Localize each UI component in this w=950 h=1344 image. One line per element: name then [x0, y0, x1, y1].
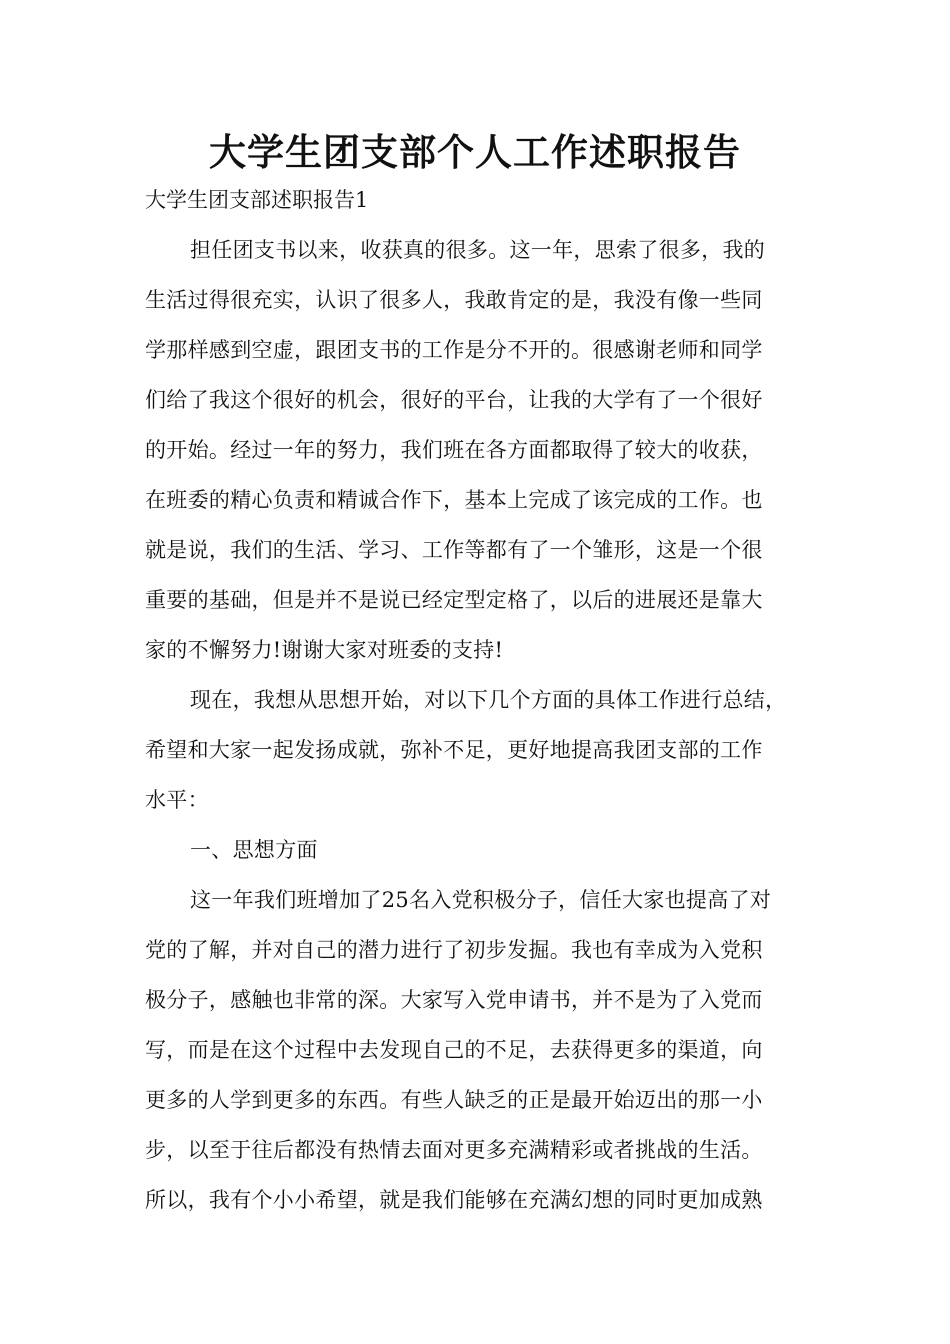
- paragraph-line: 这一年我们班增加了25名入党积极分子，信任大家也提高了对: [190, 888, 772, 912]
- paragraph-line: 生活过得很充实，认识了很多人，我敢肯定的是，我没有像一些同: [145, 288, 763, 312]
- section-heading: 一、思想方面: [190, 838, 318, 862]
- paragraph-line: 们给了我这个很好的机会，很好的平台，让我的大学有了一个很好: [145, 388, 763, 412]
- paragraph-line: 希望和大家一起发扬成就，弥补不足，更好地提高我团支部的工作: [145, 738, 763, 762]
- paragraph-line: 写，而是在这个过程中去发现自己的不足，去获得更多的渠道，向: [145, 1038, 763, 1062]
- paragraph-line: 步，以至于往后都没有热情去面对更多充满精彩或者挑战的生活。: [145, 1138, 763, 1162]
- paragraph-line: 重要的基础，但是并不是说已经定型定格了，以后的进展还是靠大: [145, 588, 763, 612]
- paragraph-line: 担任团支书以来，收获真的很多。这一年，思索了很多，我的: [190, 238, 766, 262]
- paragraph-line: 所以，我有个小小希望，就是我们能够在充满幻想的同时更加成熟: [145, 1188, 763, 1212]
- paragraph-line: 党的了解，并对自己的潜力进行了初步发掘。我也有幸成为入党积: [145, 938, 763, 962]
- document-subtitle: 大学生团支部述职报告1: [145, 188, 369, 212]
- paragraph-line: 极分子，感触也非常的深。大家写入党申请书，并不是为了入党而: [145, 988, 763, 1012]
- paragraph-line: 家的不懈努力!谢谢大家对班委的支持!: [145, 638, 504, 662]
- paragraph-line: 水平：: [145, 788, 209, 812]
- paragraph-line: 的开始。经过一年的努力，我们班在各方面都取得了较大的收获，: [145, 438, 763, 462]
- paragraph-line: 学那样感到空虚，跟团支书的工作是分不开的。很感谢老师和同学: [145, 338, 763, 362]
- paragraph-line: 就是说，我们的生活、学习、工作等都有了一个雏形，这是一个很: [145, 538, 763, 562]
- paragraph-line: 在班委的精心负责和精诚合作下，基本上完成了该完成的工作。也: [145, 488, 763, 512]
- paragraph-line: 现在，我想从思想开始，对以下几个方面的具体工作进行总结，: [190, 688, 787, 712]
- paragraph-line: 更多的人学到更多的东西。有些人缺乏的正是最开始迈出的那一小: [145, 1088, 763, 1112]
- document-title: 大学生团支部个人工作述职报告: [209, 130, 741, 174]
